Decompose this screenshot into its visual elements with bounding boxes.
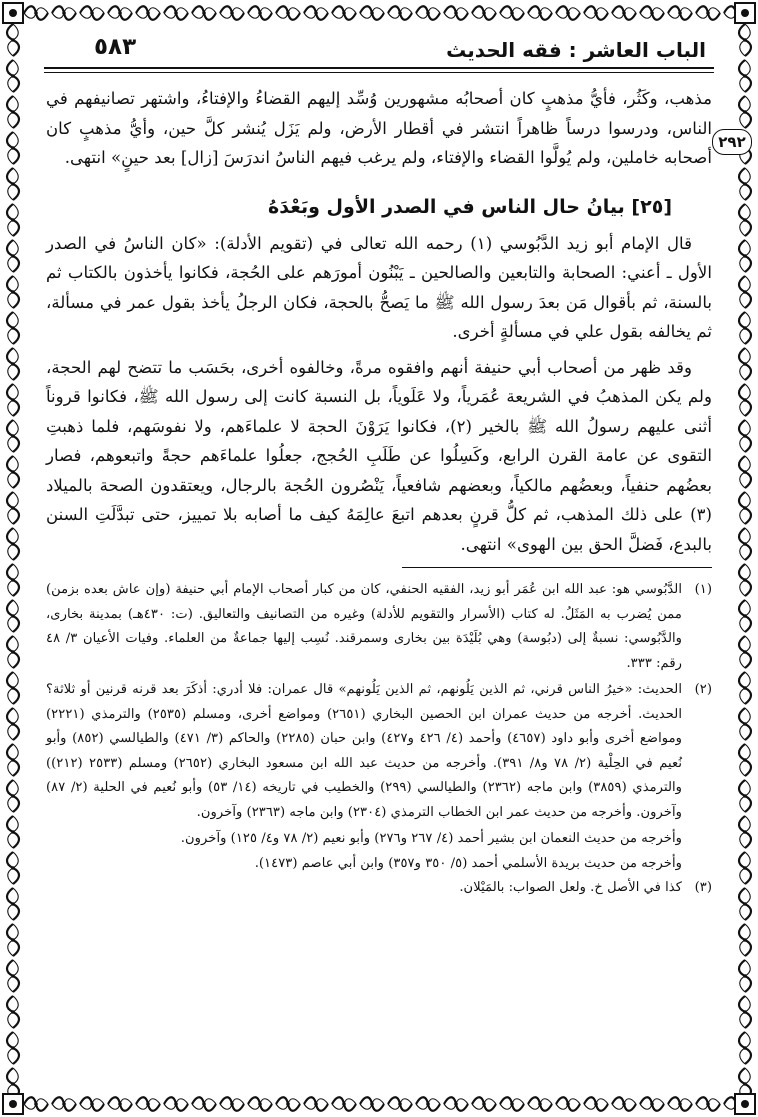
ornament-border-top-icon	[22, 2, 736, 24]
header-rule-thin	[44, 72, 714, 73]
footnote-separator	[402, 567, 712, 568]
header-rule	[44, 67, 714, 69]
paragraph: وقد ظهر من أصحاب أبي حنيفة أنهم وافقوه مرةً، وخالفوه أخرى، بحَسَب ما تتضح لهم الحجة، ولم يكن المذهبُ في الشريعة عُمَرياً، ولا عَلَوياً، بل النسبة كانت إلى رسول الله ﷺ، فكانوا قروناً أثنى عليهم رسولُ الله ﷺ بالخير (٢)، فكانوا يَرَوْنَ الحجة لا علماءَهم، ولا نفوسَهم، فلما ذهبتِ التقوى عن عامة القرن الرابع، وكَسِلُوا عن طَلَبِ الحُجج، جعلُوا علماءَهم حجةً واتبعوهم، فصار بعضُهم حنفياً، وبعضُهم مالكياً، وبعضهم شافعياً، يَنْصُرون الحُجة بالرجال، ويعتقدون الصحة بالميلاد (٣) على ذلك المذهب، ثم كلُّ قرنٍ بعدهم اتبعَ عالِمَهُ كيف ما أصابه بلا تمييز، حتى تبدَّلَتِ السنن بالبدع، فَضلَّ الحق بين الهوى» انتهى.	[46, 357, 712, 554]
ornament-corner-icon	[732, 0, 758, 26]
footnote	[46, 578, 712, 676]
page-number: ٥٨٣	[94, 34, 137, 60]
footnote-number: (٣)	[694, 880, 712, 895]
footnotes	[46, 578, 712, 901]
footnote-number: (١)	[694, 582, 712, 597]
chapter-title: الباب العاشر : فقه الحديث	[446, 38, 706, 62]
ornament-corner-icon	[0, 1091, 26, 1117]
ornament-border-left-icon	[2, 22, 24, 1095]
footnote	[46, 876, 712, 901]
footnote	[46, 678, 712, 825]
footnote-continuation: وأخرجه من حديث بريدة الأسلمي أحمد (٥/ ٣٥٠ و٣٥٧) وابن أبي عاصم (١٤٧٣).	[254, 855, 682, 871]
footnote-text: الحديث: «خيرُ الناس قرني، ثم الذين يَلُونهم، ثم الذين يَلُونهم» قال عمران: فلا أدري: أذكَرَ بعد قرنه قرنين أو ثلاثة؟ الحديث. أخرجه من حديث عمران ابن الحصين البخاري (٢٦٥١) ومواضع أخرى، ومسلم (٢٥٣٥) والترمذي (٢٢٢١) ومواضع أخرى وأبو داود (٤٦٥٧) وأحمد (٤/ ٤٢٦ و٤٢٧) وابن حبان (٢٢٨٥) والحاكم (٣/ ٤٧١) والطيالسي (٨٥٢) وأبو نُعيم في الحِلْية (٢/ ٧٨ و٨/ ٣٩١). وأخرجه من حديث عبد الله ابن مسعود البخاري (٢٦٥٢) ومسلم (٢٥٣٣ (٢١٢)) والترمذي (٣٨٥٩) وابن ماجه (٢٣٦٢) والطيالسي (٢٩٩) والخطيب في تاريخه (١٤/ ٥٣) وأبو نُعيم في الحلية (٢/ ٨٧) وآخرون. وأخرجه من حديث عمر ابن الخطاب الترمذي (٢٣٠٤) وابن ماجه (٢٣٦٣) وآخرون.	[46, 682, 682, 820]
footnote-text: الدَّبُوسي هو: عبد الله ابن عُمَر أبو زيد، الفقيه الحنفي، كان من كبار أصحاب الإمام أبي حنيفة (وإن عاش بعده بزمن) ممن يُضرب به المَثَلُ. له كتاب (الأسرار والتقويم للأدلة) وغيره من التصانيف والتعاليق. (ت: ٤٣٠هـ) بمدينة بخارى، والدَّبُوسي: نسبةٌ إلى (دبُوسة) وهي بُلَيْدَة بين بخارى وسمرقند. نُسِب إليها جماعةٌ من العلماء. وفيات الأعيان ٣/ ٤٨ رقم: ٣٣٣.	[46, 582, 682, 671]
section-heading: [٢٥] بيانُ حال الناس في الصدر الأول وبَعْدَهُ	[268, 195, 672, 218]
ornament-corner-icon	[0, 0, 26, 26]
footnote-continuation: وأخرجه من حديث النعمان ابن بشير أحمد (٤/ ٢٦٧ و٢٧٦) وأبو نعيم (٢/ ٧٨ و٤/ ١٢٥) وآخرون.	[180, 831, 682, 846]
paragraph: مذهب، وكَثُر، فأيُّ مذهبٍ كان أصحابُه مشهورين وُسِّد إليهم القضاءُ والإفتاءُ، واشتهر تصانيفهم في الناس، ودرسوا درساً ظاهراً انتشر في أقطار الأرض، ولم يَزَل يُنشر كلَّ حين، وأيُّ مذهبٍ كان أصحابه خاملين، ولم يُولَّوا القضاء والإفتاء، ولم يرغب فيهم الناسُ اندرَسَ [زال] بعد حينٍ» انتهى.	[46, 89, 712, 167]
margin-marker: ٢٩٢	[712, 129, 752, 155]
ornament-corner-icon	[732, 1091, 758, 1117]
main-text	[46, 84, 712, 903]
footnote-number: (٢)	[694, 682, 712, 697]
footnote-text: كذا في الأصل خ. ولعل الصواب: بالمَيْلان.	[459, 880, 682, 895]
ornament-border-right-icon	[734, 22, 756, 1095]
paragraph: قال الإمام أبو زيد الدَّبُوسي (١) رحمه الله تعالى في (تقويم الأدلة): «كان الناسُ في الصدر الأول ـ أعني: الصحابة والتابعين والصالحين ـ يَبْنُون أمورَهم على الحُجة، فكانوا يأخذون بالكتاب ثم بالسنة، ثم بأقوال مَن بعدَ رسول الله ﷺ ما يَصحُّ بالحجة، فكان الرجلُ يأخذ بقول عمر في مسألة، ثم يخالفه بقول علي في مسألةٍ أخرى.	[46, 233, 712, 341]
ornament-border-bottom-icon	[22, 1093, 736, 1115]
running-header	[44, 34, 714, 72]
